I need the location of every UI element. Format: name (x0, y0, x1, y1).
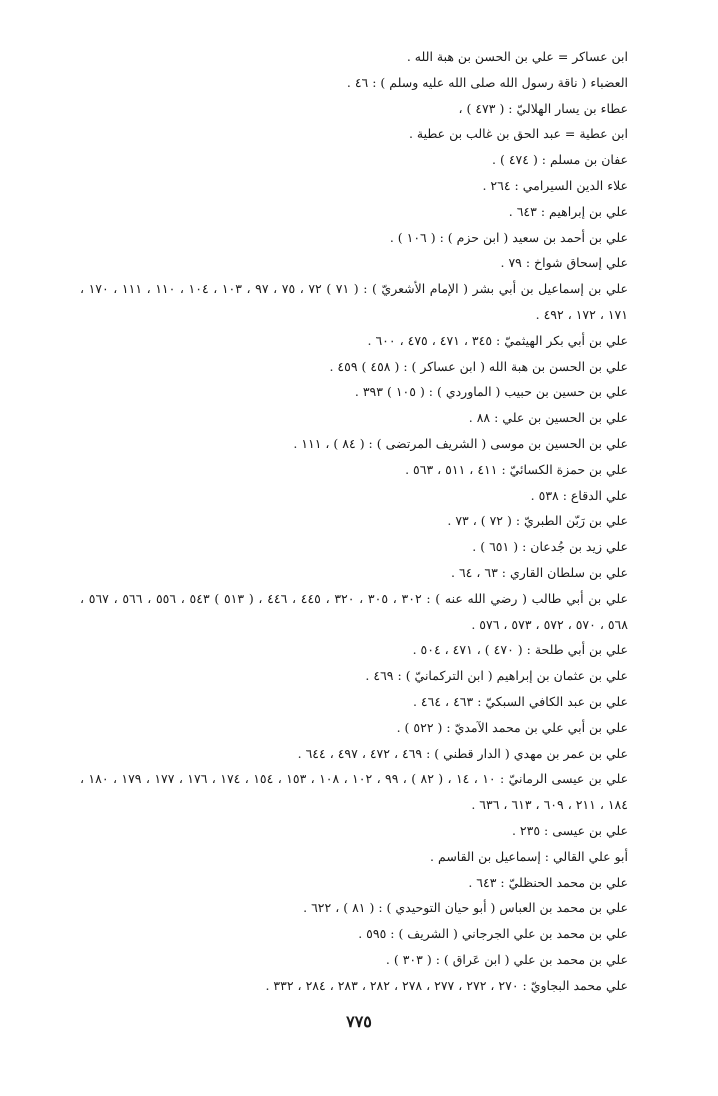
index-entry: علي محمد البجاويّ : ٢٧٠ ، ٢٧٢ ، ٢٧٧ ، ٢٧٨ ، ٢٨٢ ، ٢٨٣ ، ٢٨٤ ، ٣٣٢ . (265, 977, 628, 993)
index-entry: علي الدقاع : ٥٣٨ . (530, 487, 628, 503)
index-entry: علي إسحاق شواخ : ٧٩ . (500, 255, 628, 271)
index-entry: علي بن حسين بن حبيب ( الماوردي ) : ( ١٠٥ ) ٣٩٣ . (354, 384, 628, 400)
index-entry: علي بن محمد الحنظليّ : ٦٤٣ . (468, 874, 628, 890)
index-entry: ابن عطية = عبد الحق بن غالب بن عطية . (408, 126, 628, 142)
index-entry: العضباء ( ناقة رسول الله صلى الله عليه وسلم ) : ٤٦ . (346, 74, 628, 90)
index-entry: علي بن عيسى الرمانيّ : ١٠ ، ١٤ ، ( ٨٢ ) ، ٩٩ ، ١٠٢ ، ١٠٨ ، ١٥٣ ، ١٥٤ ، ١٧٤ ، ١٧٦ ، ١٧٧ ، ١٧٩ ، ١٨٠ ، ١٨٤ ، ٢١١ ، ٦٠٩ ، ٦١٣ ، ٦٣٦ . (80, 771, 629, 813)
index-entry: علي بن إبراهيم : ٦٤٣ . (508, 203, 628, 219)
index-entries (80, 44, 629, 998)
index-entry: علي بن رَبّن الطبريّ : ( ٧٢ ) ، ٧٣ . (447, 513, 628, 529)
index-entry: علي بن الحسين بن موسى ( الشريف المرتضى ) : ( ٨٤ ) ، ١١١ . (293, 435, 628, 451)
index-entry: علي بن الحسين بن علي : ٨٨ . (468, 410, 628, 426)
index-entry: علي بن عمر بن مهدي ( الدار قطني ) : ٤٦٩ ، ٤٧٢ ، ٤٩٧ ، ٦٤٤ . (297, 745, 628, 761)
index-entry: علي بن محمد بن علي ( ابن عَراق ) : ( ٣٠٣ ) . (385, 951, 628, 967)
index-entry: علي بن عيسى : ٢٣٥ . (511, 822, 628, 838)
index-entry: علي بن محمد بن علي الجرجاني ( الشريف ) : ٥٩٥ . (358, 926, 628, 942)
page-number: ٧٧٥ (346, 1012, 372, 1031)
index-entry: علي زيد بن جُدعان : ( ٦٥١ ) . (472, 539, 628, 555)
index-entry: علي بن سلطان القاري : ٦٣ ، ٦٤ . (451, 564, 628, 580)
index-entry: علي بن أبي بكر الهيثميّ : ٣٤٥ ، ٤٧١ ، ٤٧٥ ، ٦٠٠ . (367, 332, 628, 348)
index-entry: عفان بن مسلم : ( ٤٧٤ ) . (492, 152, 628, 168)
index-entry: علي بن أبي طلحة : ( ٤٧٠ ) ، ٤٧١ ، ٥٠٤ . (412, 642, 628, 658)
index-entry: علي بن أبي علي بن محمد الآمديّ : ( ٥٢٢ ) . (396, 719, 628, 735)
index-entry: علي بن أحمد بن سعيد ( ابن حزم ) : ( ١٠٦ ) . (389, 229, 628, 245)
index-entry: علي بن إسماعيل بن أبي بشر ( الإمام الأشعريّ ) : ( ٧١ ) ٧٢ ، ٧٥ ، ٩٧ ، ١٠٣ ، ١٠٤ ، ١١٠ ، ١١١ ، ١٧٠ ، ١٧١ ، ١٧٢ ، ٤٩٢ . (80, 281, 628, 322)
index-entry: علي بن الحسن بن هبة الله ( ابن عساكر ) : ( ٤٥٨ ) ٤٥٩ . (329, 358, 628, 374)
index-entry: أبو علي القالي : إسماعيل بن القاسم . (430, 848, 628, 864)
index-entry: علي بن عبد الكافي السبكيّ : ٤٦٣ ، ٤٦٤ . (412, 693, 628, 709)
index-entry: علاء الدين السيرامي : ٢٦٤ . (482, 177, 628, 193)
index-entry: ابن عساكر = علي بن الحسن بن هبة الله . (406, 49, 628, 64)
index-entry: علي بن محمد بن العباس ( أبو حيان التوحيدي ) : ( ٨١ ) ، ٦٢٢ . (303, 900, 628, 916)
index-entry: علي بن عثمان بن إبراهيم ( ابن التركمانيّ ) : ٤٦٩ . (365, 668, 628, 684)
index-entry: علي بن أبي طالب ( رضي الله عنه ) : ٣٠٢ ، ٣٠٥ ، ٣٢٠ ، ٤٤٥ ، ٤٤٦ ، ( ٥١٣ ) ٥٤٣ ، ٥٥٦ ، ٥٦٦ ، ٥٦٧ ، ٥٦٨ ، ٥٧٠ ، ٥٧٢ ، ٥٧٣ ، ٥٧٦ . (80, 590, 628, 632)
index-entry: عطاء بن يسار الهلاليّ : ( ٤٧٣ ) ، (458, 100, 628, 116)
index-entry: علي بن حمزة الكسائيّ : ٤١١ ، ٥١١ ، ٥٦٣ . (405, 461, 628, 477)
